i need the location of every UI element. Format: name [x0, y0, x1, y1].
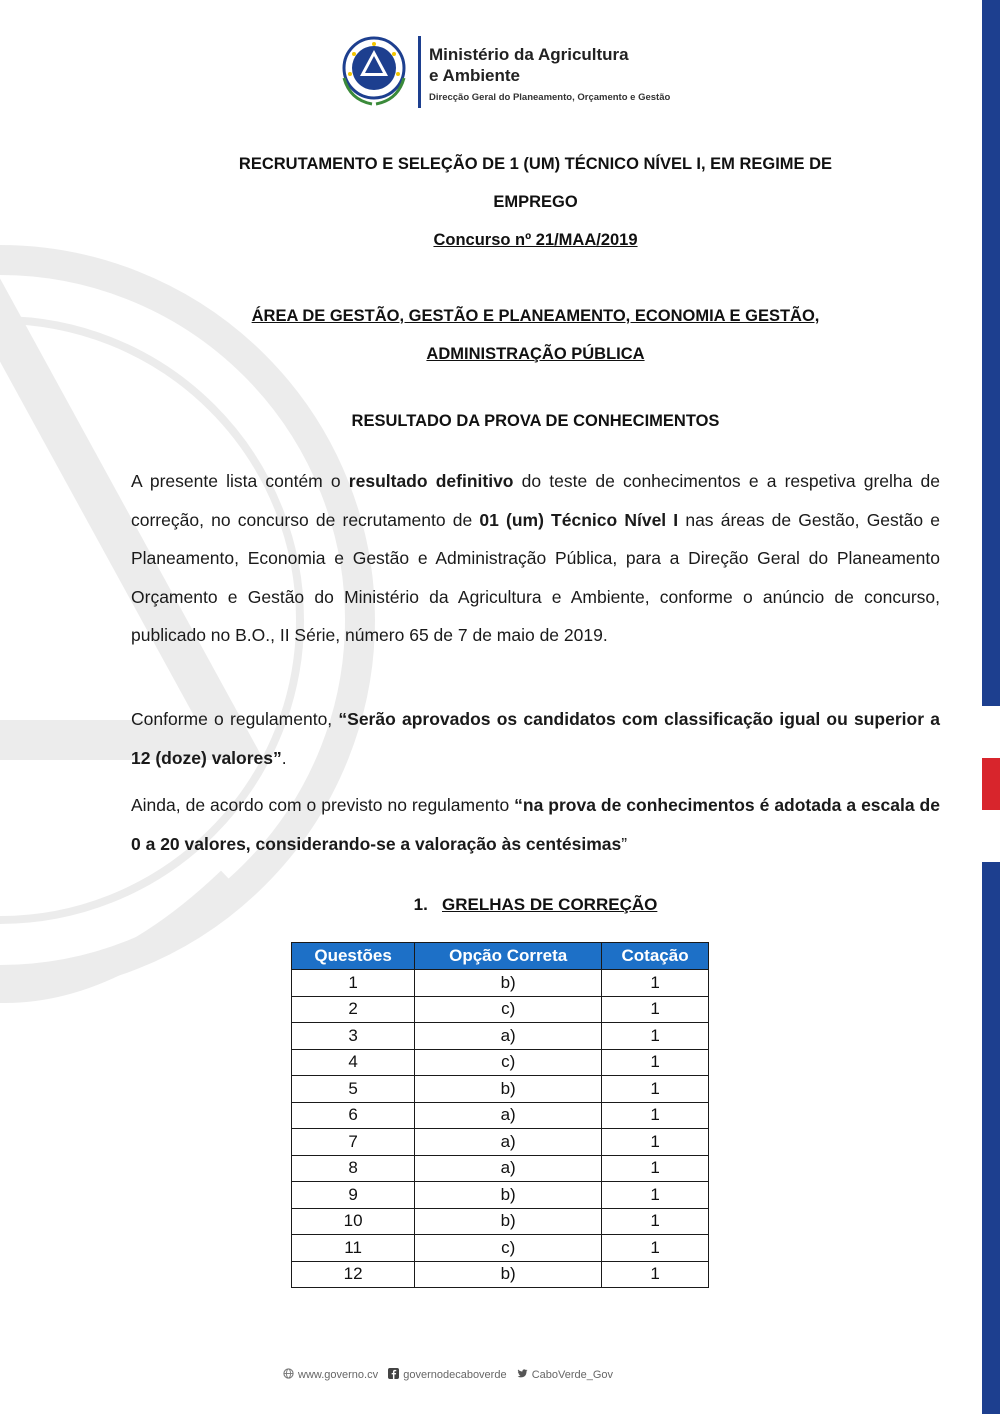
- score-cell: 1: [602, 1235, 709, 1262]
- table-row: [292, 970, 709, 997]
- ministry-line2: e Ambiente: [429, 66, 521, 85]
- score-cell: 1: [602, 1129, 709, 1156]
- ministry-header: [334, 32, 674, 112]
- answer-cell: c): [415, 1049, 602, 1076]
- question-cell: 9: [292, 1182, 415, 1209]
- table-row: [292, 1208, 709, 1235]
- intro-text-2: do teste de conhecimentos e a respetiva grelha de correção, no concurso de recrutamento de: [131, 471, 940, 530]
- question-cell: 11: [292, 1235, 415, 1262]
- score-cell: 1: [602, 1208, 709, 1235]
- score-cell: 1: [602, 1076, 709, 1103]
- answer-cell: a): [415, 1023, 602, 1050]
- footer-website-link[interactable]: www.governo.cv: [298, 1369, 379, 1381]
- score-cell: 1: [602, 996, 709, 1023]
- ministry-name: [429, 44, 670, 104]
- answer-cell: b): [415, 970, 602, 997]
- intro-text-3: nas áreas de Gestão, Gestão e Planeamento, Economia e Gestão e Administração Pública, para a Direção Geral do Planeamento Orçamento e Gestão do Ministério da Agricultura e Ambiente, conforme o anúncio de concurso, publicado no B.O., II Série, número 65 de 7 de maio de 2019.: [131, 509, 940, 645]
- score-cell: 1: [602, 1023, 709, 1050]
- section-title: GRELHAS DE CORREÇÃO: [442, 895, 658, 914]
- score-cell: 1: [602, 1182, 709, 1209]
- concurso-number: Concurso nº 21/MAA/2019: [433, 231, 638, 249]
- score-cell: 1: [602, 1049, 709, 1076]
- rule2-text-1: Ainda, de acordo com o previsto no regulamento: [131, 795, 515, 815]
- answer-cell: b): [415, 1076, 602, 1103]
- document-title-line1: RECRUTAMENTO E SELEÇÃO DE 1 (UM) TÉCNICO NÍVEL I, EM REGIME DE: [238, 155, 833, 173]
- question-cell: 4: [292, 1049, 415, 1076]
- question-cell: 3: [292, 1023, 415, 1050]
- answer-cell: a): [415, 1129, 602, 1156]
- footer: [283, 1368, 617, 1381]
- question-cell: 10: [292, 1208, 415, 1235]
- footer-facebook-link[interactable]: governodecaboverde: [403, 1369, 507, 1381]
- document-title-line2: EMPREGO: [493, 193, 578, 211]
- rule2-text-2: ”: [621, 833, 628, 854]
- question-cell: 1: [292, 970, 415, 997]
- intro-bold-1: resultado definitivo: [348, 471, 514, 491]
- rule1-text-1: Conforme o regulamento,: [131, 709, 339, 729]
- score-cell: 1: [602, 1155, 709, 1182]
- area-title-line1: ÁREA DE GESTÃO, GESTÃO E PLANEAMENTO, ECONOMIA E GESTÃO,: [251, 307, 820, 325]
- question-cell: 8: [292, 1155, 415, 1182]
- rule2-bold: “na prova de conhecimentos é adotada a escala de 0 a 20 valores, considerando-se a valoração às centésimas: [131, 795, 940, 854]
- answer-cell: b): [415, 1261, 602, 1288]
- edge-bar-blue-top: [982, 0, 1000, 706]
- twitter-icon: [517, 1368, 528, 1379]
- table-header-row: [292, 943, 709, 970]
- question-cell: 7: [292, 1129, 415, 1156]
- answer-cell: b): [415, 1182, 602, 1209]
- facebook-icon: [388, 1368, 399, 1379]
- table-row: [292, 1102, 709, 1129]
- globe-icon: [283, 1368, 294, 1379]
- section-number: 1.: [413, 895, 428, 914]
- question-cell: 12: [292, 1261, 415, 1288]
- table-row: [292, 1076, 709, 1103]
- answer-cell: a): [415, 1155, 602, 1182]
- header-cotacao: Cotação: [602, 943, 709, 970]
- rule-paragraph-2: [131, 786, 940, 863]
- table-row: [292, 1129, 709, 1156]
- ministry-line1: Ministério da Agricultura: [429, 45, 629, 64]
- edge-bar-red: [982, 758, 1000, 810]
- intro-paragraph: [131, 462, 940, 655]
- table-row: [292, 1182, 709, 1209]
- score-cell: 1: [602, 970, 709, 997]
- rule1-bold: “Serão aprovados os candidatos com classificação igual ou superior a 12 (doze) valores”: [131, 709, 940, 768]
- area-title-line2: ADMINISTRAÇÃO PÚBLICA: [426, 345, 645, 363]
- header-questoes: Questões: [292, 943, 415, 970]
- table-row: [292, 1235, 709, 1262]
- answer-cell: a): [415, 1102, 602, 1129]
- table-row: [292, 1155, 709, 1182]
- correction-grid-table: [291, 942, 709, 1288]
- question-cell: 5: [292, 1076, 415, 1103]
- score-cell: 1: [602, 1261, 709, 1288]
- edge-bar-blue-bottom: [982, 862, 1000, 1414]
- rule-paragraph-1: [131, 700, 940, 777]
- table-row: [292, 996, 709, 1023]
- answer-cell: b): [415, 1208, 602, 1235]
- section-heading: [131, 895, 940, 915]
- table-row: [292, 1049, 709, 1076]
- answer-cell: c): [415, 1235, 602, 1262]
- header-divider: [418, 36, 421, 108]
- table-row: [292, 1023, 709, 1050]
- intro-text-1: A presente lista contém o: [131, 471, 349, 491]
- answer-cell: c): [415, 996, 602, 1023]
- question-cell: 2: [292, 996, 415, 1023]
- score-cell: 1: [602, 1102, 709, 1129]
- rule1-text-2: .: [281, 747, 287, 768]
- footer-twitter-link[interactable]: CaboVerde_Gov: [531, 1369, 614, 1381]
- cabo-verde-seal-icon: [334, 34, 414, 110]
- ministry-subtitle: Direcção Geral do Planeamento, Orçamento e Gestão: [429, 92, 671, 103]
- table-row: [292, 1261, 709, 1288]
- intro-bold-2: 01 (um) Técnico Nível I: [479, 509, 679, 530]
- result-heading: RESULTADO DA PROVA DE CONHECIMENTOS: [351, 412, 720, 430]
- question-cell: 6: [292, 1102, 415, 1129]
- header-opcao-correta: Opção Correta: [415, 943, 602, 970]
